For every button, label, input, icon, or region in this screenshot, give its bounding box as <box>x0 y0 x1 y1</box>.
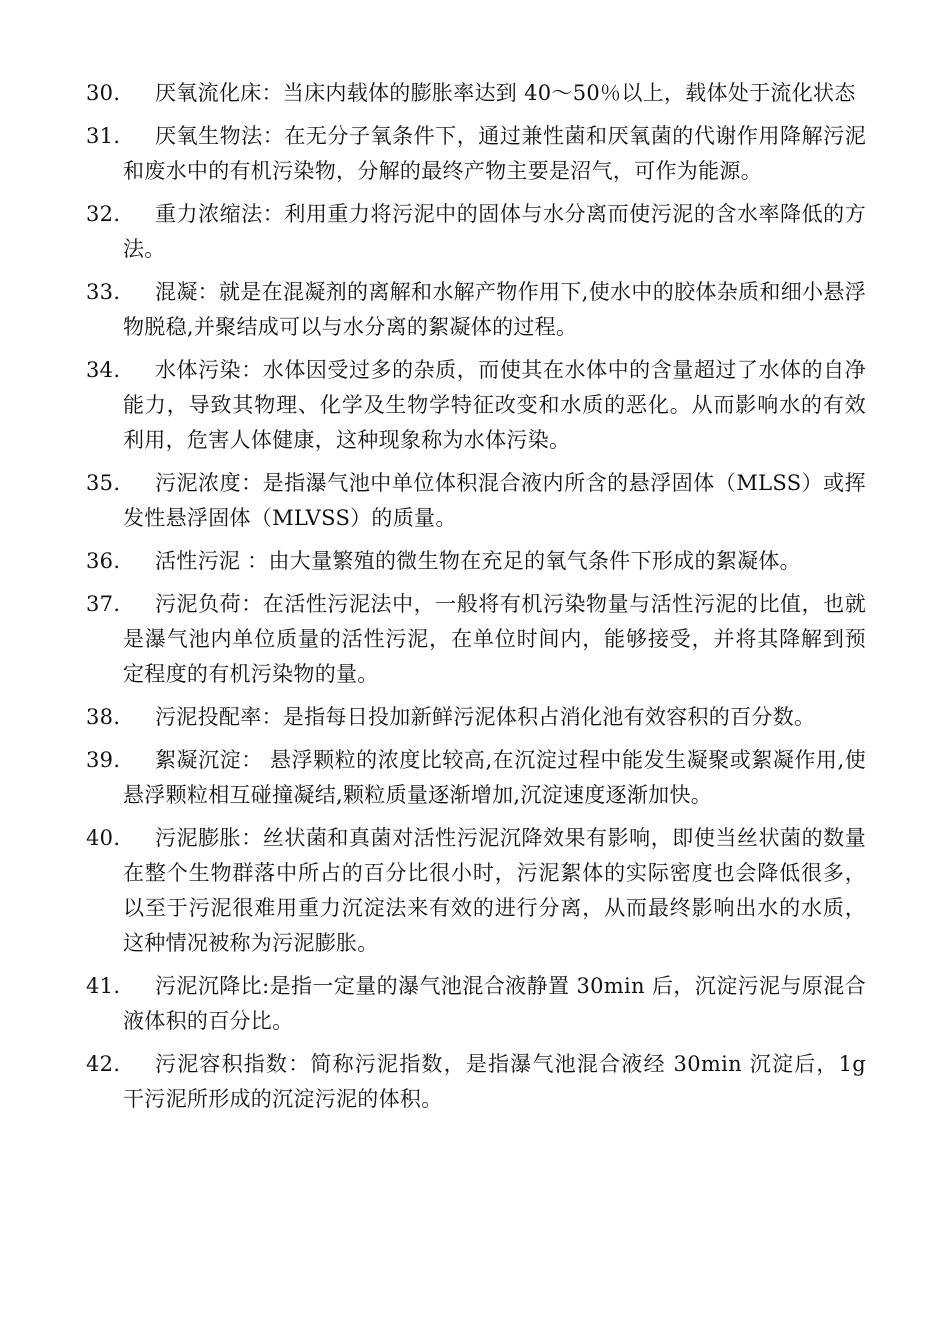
item-number: 33. <box>86 280 121 304</box>
list-item <box>86 76 866 111</box>
list-item <box>86 821 866 961</box>
definition-list <box>86 76 866 1125</box>
item-text: 污泥投配率：是指每日投加新鲜污泥体积占消化池有效容积的百分数。 <box>155 705 816 729</box>
list-item <box>86 969 866 1039</box>
item-number: 37. <box>86 592 121 616</box>
item-number: 30. <box>86 81 121 105</box>
item-number: 40. <box>86 826 121 850</box>
item-number: 41. <box>86 974 121 998</box>
list-item <box>86 743 866 813</box>
list-item <box>86 587 866 692</box>
item-number: 38. <box>86 705 121 729</box>
item-text: 重力浓缩法：利用重力将污泥中的固体与水分离而使污泥的含水率降低的方法。 <box>123 202 866 261</box>
list-item <box>86 353 866 458</box>
item-text: 混凝：就是在混凝剂的离解和水解产物作用下,使水中的胶体杂质和细小悬浮物脱稳,并聚结成可以与水分离的絮凝体的过程。 <box>123 280 866 339</box>
item-text: 厌氧生物法：在无分子氧条件下，通过兼性菌和厌氧菌的代谢作用降解污泥和废水中的有机污染物，分解的最终产物主要是沼气，可作为能源。 <box>123 124 866 183</box>
item-text: 污泥容积指数：简称污泥指数，是指瀑气池混合液经 30min 沉淀后，1g 干污泥所形成的沉淀污泥的体积。 <box>123 1052 866 1111</box>
item-text: 絮凝沉淀： 悬浮颗粒的浓度比较高,在沉淀过程中能发生凝聚或絮凝作用,使悬浮颗粒相互碰撞凝结,颗粒质量逐渐增加,沉淀速度逐渐加快。 <box>123 748 866 807</box>
list-item <box>86 466 866 536</box>
item-text: 活性污泥 ：由大量繁殖的微生物在充足的氧气条件下形成的絮凝体。 <box>155 549 801 573</box>
item-number: 42. <box>86 1052 121 1076</box>
item-text: 厌氧流化床：当床内载体的膨胀率达到 40～50％以上，载体处于流化状态 <box>155 81 856 105</box>
item-number: 31. <box>86 124 121 148</box>
item-number: 39. <box>86 748 121 772</box>
list-item <box>86 197 866 267</box>
item-number: 34. <box>86 358 121 382</box>
item-number: 36. <box>86 549 121 573</box>
item-text: 污泥沉降比:是指一定量的瀑气池混合液静置 30min 后，沉淀污泥与原混合液体积的百分比。 <box>123 974 866 1033</box>
list-item <box>86 544 866 579</box>
item-text: 水体污染：水体因受过多的杂质，而使其在水体中的含量超过了水体的自净能力，导致其物理、化学及生物学特征改变和水质的恶化。从而影响水的有效利用，危害人体健康，这种现象称为水体污染。 <box>123 358 866 452</box>
item-text: 污泥负荷：在活性污泥法中，一般将有机污染物量与活性污泥的比值，也就是瀑气池内单位质量的活性污泥，在单位时间内，能够接受，并将其降解到预定程度的有机污染物的量。 <box>123 592 866 686</box>
list-item <box>86 119 866 189</box>
item-number: 35. <box>86 471 121 495</box>
list-item <box>86 1047 866 1117</box>
item-number: 32. <box>86 202 121 226</box>
list-item <box>86 700 866 735</box>
item-text: 污泥膨胀：丝状菌和真菌对活性污泥沉降效果有影响，即使当丝状菌的数量在整个生物群落中所占的百分比很小时，污泥絮体的实际密度也会降低很多，以至于污泥很难用重力沉淀法来有效的进行分离，从而最终影响出水的水质，这种情况被称为污泥膨胀。 <box>123 826 866 955</box>
list-item <box>86 275 866 345</box>
item-text: 污泥浓度：是指瀑气池中单位体积混合液内所含的悬浮固体（MLSS）或挥发性悬浮固体（MLVSS）的质量。 <box>123 471 866 530</box>
